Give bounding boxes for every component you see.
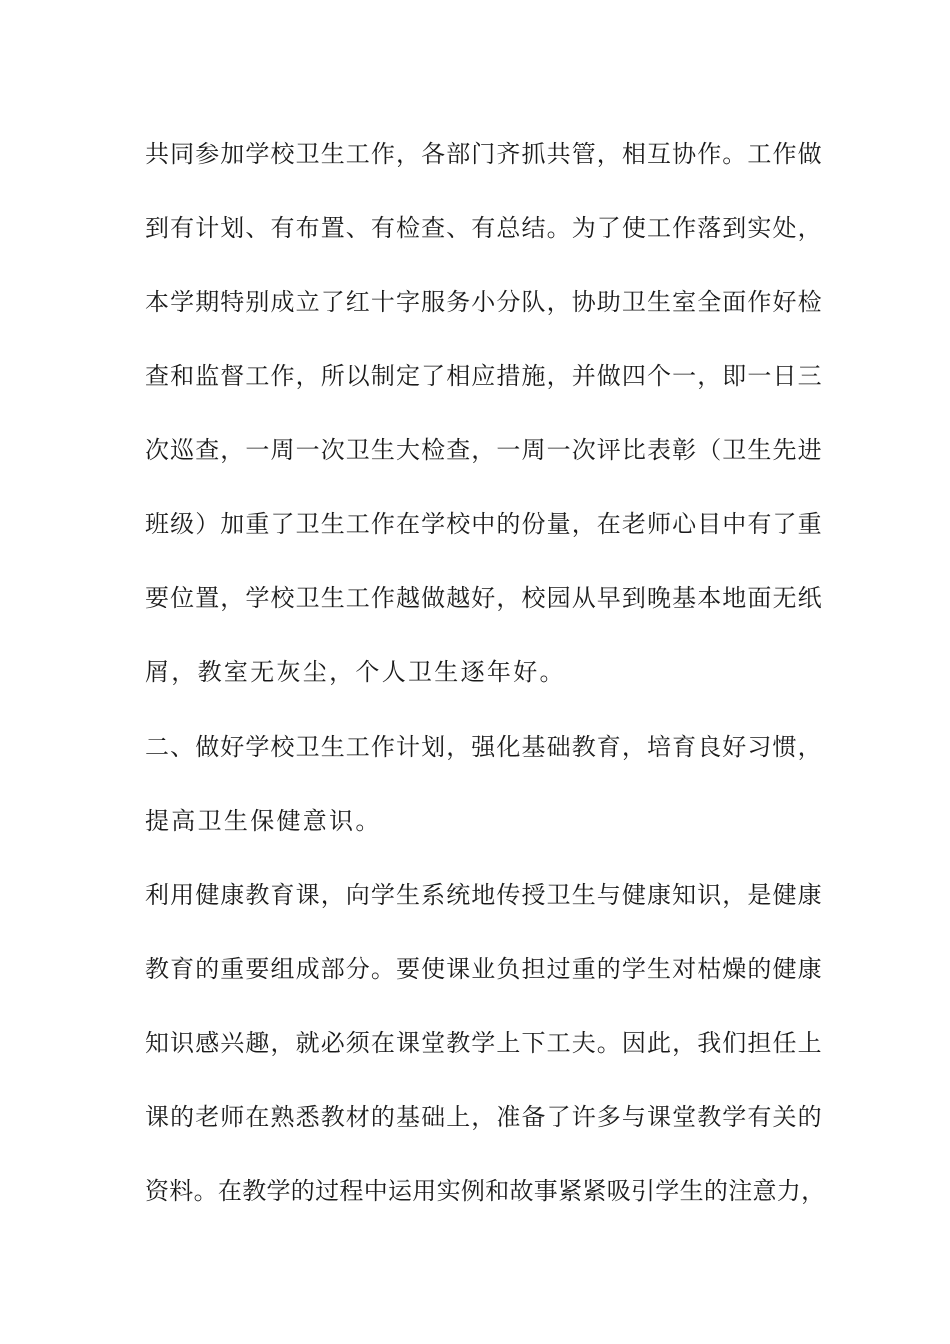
paragraph-line: 班级）加重了卫生工作在学校中的份量，在老师心目中有了重 <box>145 510 823 538</box>
paragraph-line: 查和监督工作，所以制定了相应措施，并做四个一，即一日三 <box>145 362 823 390</box>
paragraph-line: 要位置，学校卫生工作越做越好，校园从早到晚基本地面无纸 <box>145 584 823 612</box>
paragraph-line: 屑，教室无灰尘，个人卫生逐年好。 <box>145 658 566 686</box>
paragraph-line: 利用健康教育课，向学生系统地传授卫生与健康知识，是健康 <box>145 881 823 909</box>
paragraph-line: 本学期特别成立了红十字服务小分队，协助卫生室全面作好检 <box>145 288 823 316</box>
paragraph-line: 次巡查，一周一次卫生大检查，一周一次评比表彰（卫生先进 <box>145 436 823 464</box>
paragraph-line: 教育的重要组成部分。要使课业负担过重的学生对枯燥的健康 <box>145 955 823 983</box>
paragraph-line: 共同参加学校卫生工作，各部门齐抓共管，相互协作。工作做 <box>145 140 823 168</box>
paragraph-line: 课的老师在熟悉教材的基础上，准备了许多与课堂教学有关的 <box>145 1103 823 1131</box>
paragraph-line: 知识感兴趣，就必须在课堂教学上下工夫。因此，我们担任上 <box>145 1029 823 1057</box>
paragraph-line: 资料。在教学的过程中运用实例和故事紧紧吸引学生的注意力， <box>145 1177 826 1205</box>
paragraph-line: 到有计划、有布置、有检查、有总结。为了使工作落到实处， <box>145 214 823 242</box>
section-heading-line: 二、做好学校卫生工作计划，强化基础教育，培育良好习惯， <box>145 733 823 761</box>
section-heading-line: 提高卫生保健意识。 <box>145 807 382 835</box>
